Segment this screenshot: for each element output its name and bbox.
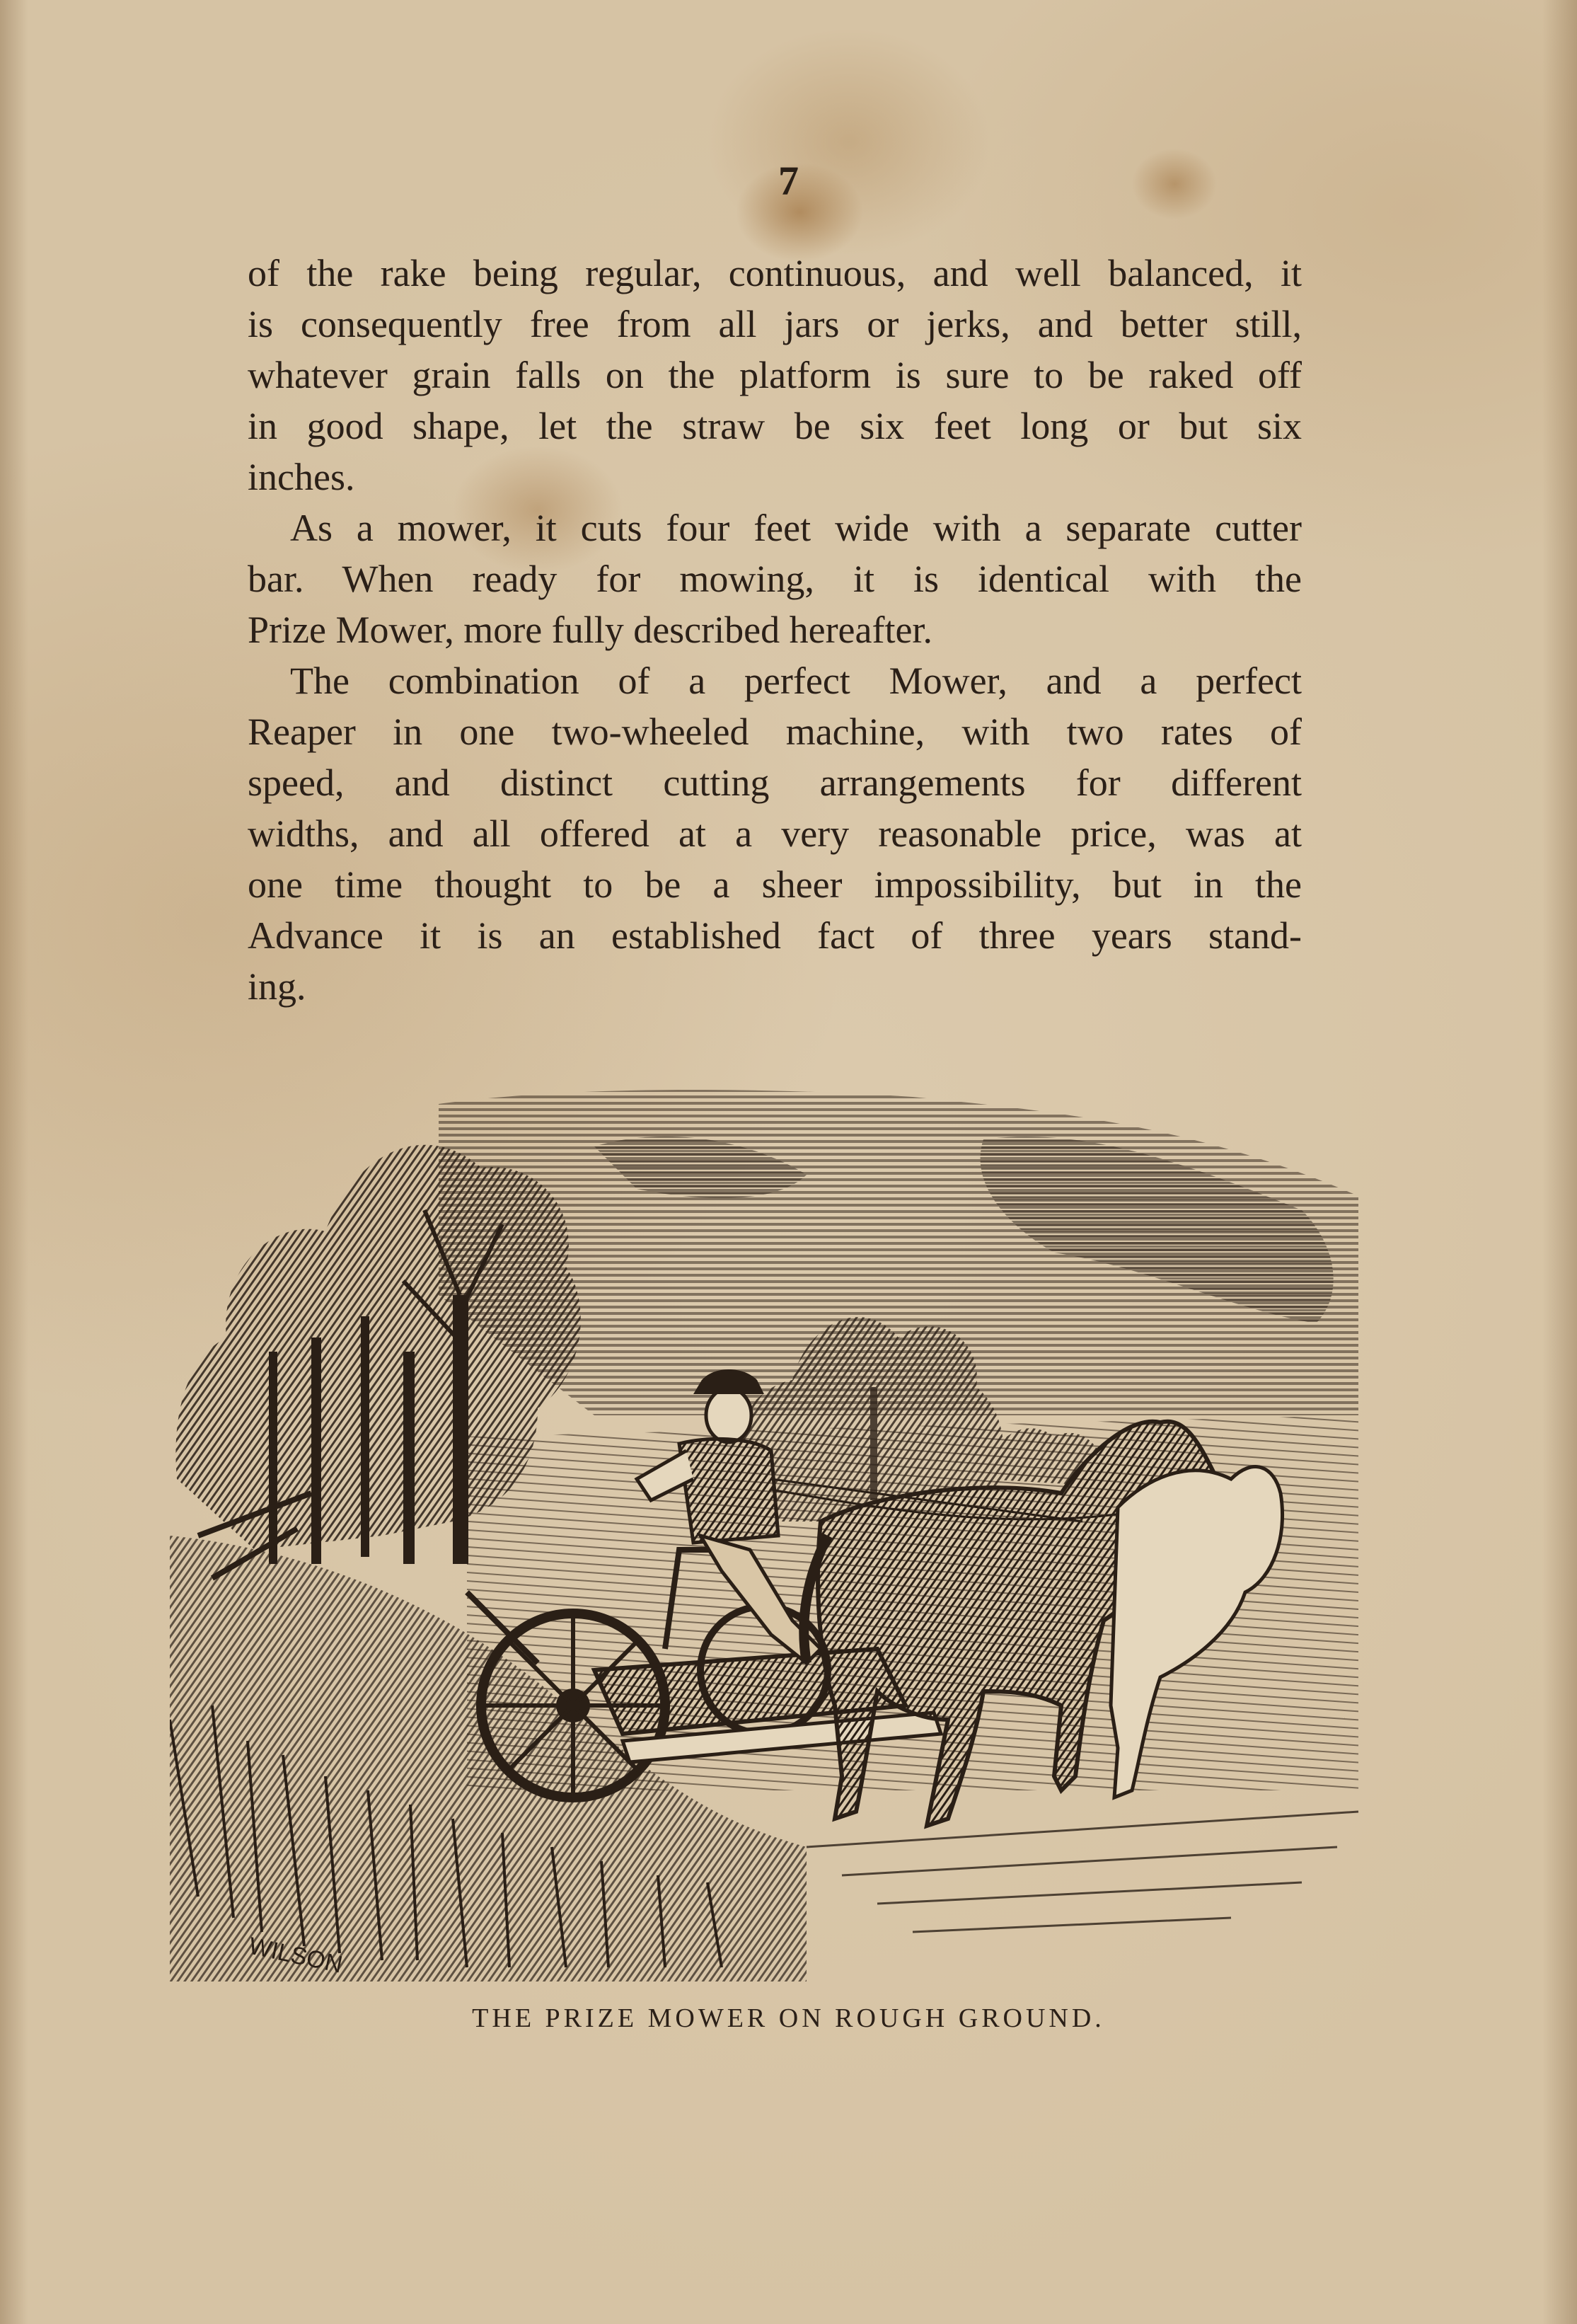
text-line: Advance it is an established fact of three years stand-: [248, 914, 1302, 957]
text-line: whatever grain falls on the platform is sure to be raked off: [248, 354, 1302, 396]
ground-lines: [807, 1812, 1358, 1932]
illustration-caption: THE PRIZE MOWER ON ROUGH GROUND.: [472, 2003, 1105, 2033]
page-number: 7: [778, 158, 799, 204]
text-line: is consequently free from all jars or jerks, and better still,: [248, 303, 1302, 345]
engraver-signature: WILSON: [246, 1932, 345, 1979]
text-line: Prize Mower, more fully described hereafter.: [248, 609, 932, 651]
text-line: The combination of a perfect Mower, and a perfect: [290, 660, 1302, 702]
text-line: Reaper in one two-wheeled machine, with two rates of: [248, 711, 1302, 753]
text-line: bar. When ready for mowing, it is identical with the: [248, 558, 1302, 600]
text-line: inches.: [248, 456, 355, 498]
text-line: ing.: [248, 965, 306, 1008]
text-line: in good shape, let the straw be six feet long or but six: [248, 405, 1302, 447]
text-line: speed, and distinct cutting arrangements for different: [248, 761, 1302, 804]
text-line: one time thought to be a sheer impossibility, but in the: [248, 863, 1302, 906]
mower-engraving: [170, 1083, 1373, 1981]
text-line: As a mower, it cuts four feet wide with a separate cutter: [290, 507, 1302, 549]
body-text: [248, 248, 1302, 1012]
text-line: widths, and all offered at a very reasonable price, was at: [248, 812, 1302, 855]
text-line: of the rake being regular, continuous, and well balanced, it: [248, 252, 1302, 294]
